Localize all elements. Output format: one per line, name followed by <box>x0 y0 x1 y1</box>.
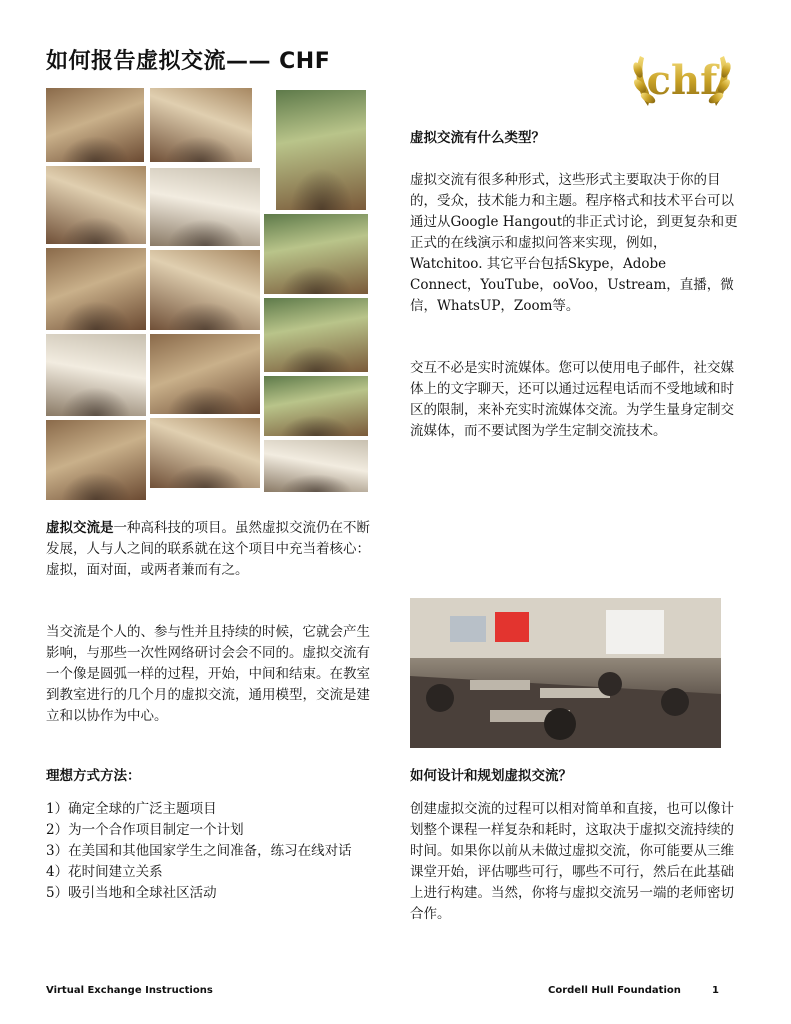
collage-photo <box>150 418 260 488</box>
page-title: 如何报告虚拟交流—— CHF <box>46 49 331 74</box>
types-heading: 虚拟交流有什么类型？ <box>410 130 545 146</box>
collage-photo <box>46 88 144 162</box>
footer-organization: Cordell Hull Foundation <box>548 985 681 996</box>
approach-heading: 理想方式方法： <box>46 768 141 784</box>
collage-photo <box>264 376 368 436</box>
intro-paragraph <box>46 518 372 581</box>
chf-logo <box>626 36 738 118</box>
collage-photo <box>264 440 368 492</box>
collage-photo <box>264 214 368 294</box>
footer-document-title: Virtual Exchange Instructions <box>46 985 213 996</box>
classroom-photo <box>410 598 721 748</box>
types-paragraph-2: 交互不必是实时流媒体。您可以使用电子邮件，社交媒体上的文字聊天，还可以通过远程电话而不受地域和时区的限制，来补充实时流媒体交流。为学生量身定制交流媒体，而不要试图为学生定制交流技术。 <box>410 360 734 439</box>
impact-paragraph: 当交流是个人的、参与性并且持续的时候，它就会产生影响，与那些一次性网络研讨会会不同的。虚拟交流有一个像是圆弧一样的过程，开始，中间和结束。在教室到教室进行的几个月的虚拟交流，通用模型，交流是建立和以协作为中心。 <box>46 624 370 724</box>
collage-photo <box>46 334 146 416</box>
logo-text: chf <box>646 57 718 104</box>
intro-rest: 一种高科技的项目。虽然虚拟交流仍在不断发展，人与人之间的联系就在这个项目中充当着核心：虚拟，面对面，或两者兼而有之。 <box>46 520 370 578</box>
collage-photo <box>264 298 368 372</box>
collage-photo <box>46 420 146 500</box>
list-item: 3）在美国和其他国家学生之间准备，练习在线对话 <box>46 843 352 859</box>
classroom-illustration <box>410 598 721 748</box>
collage-photo <box>150 88 252 162</box>
design-heading: 如何设计和规划虚拟交流？ <box>410 768 572 784</box>
collage-photo <box>276 90 366 210</box>
collage-photo <box>150 168 260 246</box>
approach-steps <box>46 799 386 904</box>
types-paragraph-1: 虚拟交流有很多种形式，这些形式主要取决于你的目的，受众，技术能力和主题。程序格式和技术平台可以通过从Google Hangout的非正式讨论，到更复杂和更正式的在线演示和虚拟问答来实现，例如， Watchitoo. 其它平台包括Skype，Adobe Connect，YouTube，ooVoo，Ustream，直播，微信，WhatsUP，Zoom等。 <box>410 172 738 314</box>
list-item: 4）花时间建立关系 <box>46 864 163 880</box>
design-paragraph: 创建虚拟交流的过程可以相对简单和直接，也可以像计划整个课程一样复杂和耗时，这取决于虚拟交流持续的时间。如果你以前从未做过虚拟交流，你可能要从三维课堂开始，评估哪些可行，哪些不可行，然后在此基础上进行构建。当然，你将与虚拟交流另一端的老师密切合作。 <box>410 801 734 922</box>
list-item: 2）为一个合作项目制定一个计划 <box>46 822 244 838</box>
list-item: 1）确定全球的广泛主题项目 <box>46 801 217 817</box>
list-item: 5）吸引当地和全球社区活动 <box>46 885 217 901</box>
intro-lead: 虚拟交流是 <box>46 520 114 536</box>
photo-collage <box>46 88 368 501</box>
collage-photo <box>46 166 146 244</box>
collage-photo <box>46 248 146 330</box>
collage-photo <box>150 334 260 414</box>
footer-page-number: 1 <box>712 985 719 996</box>
collage-photo <box>150 250 260 330</box>
